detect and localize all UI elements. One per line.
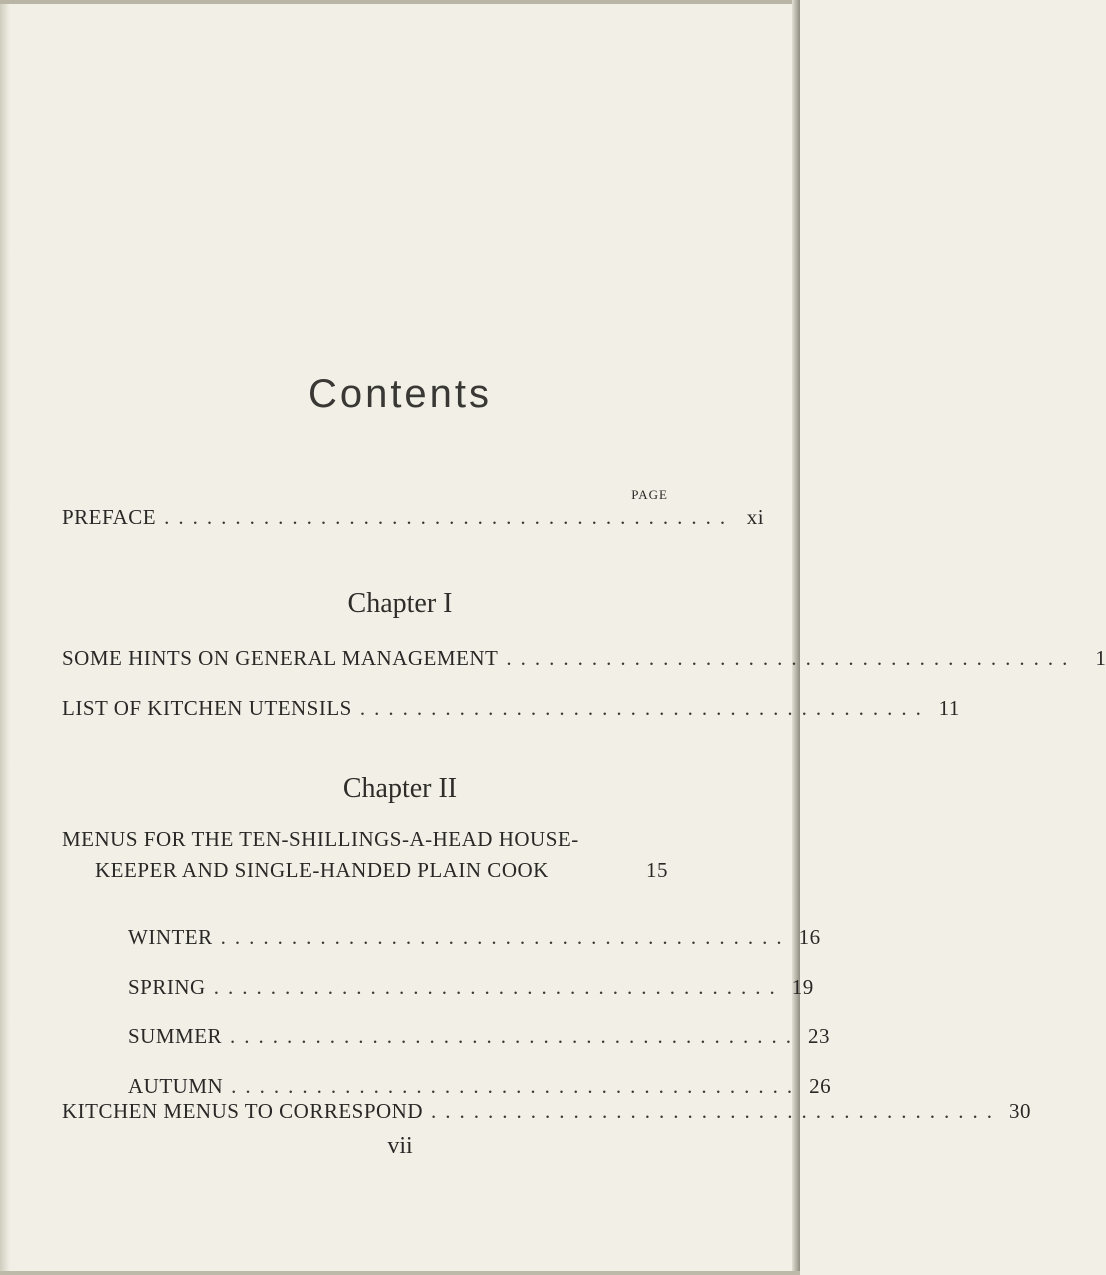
toc-entry-page: 16 <box>798 925 821 949</box>
dot-leader: ........................................ <box>506 646 1077 670</box>
dot-leader: ........................................ <box>230 1024 801 1048</box>
toc-entry-page: 19 <box>791 975 814 999</box>
page-column-label: PAGE <box>631 487 668 502</box>
toc-entry-preface[interactable] <box>62 505 765 535</box>
toc-entry-spring[interactable] <box>128 975 814 1005</box>
toc-entry-page: 30 <box>1009 1099 1032 1123</box>
toc-entry-menus-line1[interactable]: MENUS FOR THE TEN-SHILLINGS-A-HEAD HOUSE- <box>62 827 579 851</box>
toc-entry-page: 11 <box>938 696 960 720</box>
toc-entry-label: AUTUMN <box>128 1074 224 1098</box>
toc-entry-label: SOME HINTS ON GENERAL MANAGEMENT <box>62 646 499 670</box>
chapter-heading-1: Chapter I <box>347 588 453 619</box>
toc-entry-page: 23 <box>808 1024 831 1048</box>
toc-entry-general-management[interactable] <box>62 646 1106 676</box>
dot-leader: ........................................ <box>359 696 930 720</box>
dot-leader: ........................................ <box>220 925 791 949</box>
toc-entry-menus[interactable] <box>95 858 668 888</box>
toc-entry-kitchen-utensils[interactable] <box>62 696 960 726</box>
toc-entry-label: KEEPER AND SINGLE-HANDED PLAIN COOK <box>95 858 549 882</box>
toc-entry-label: SUMMER <box>128 1024 223 1048</box>
toc-entry-kitchen-menus[interactable] <box>62 1099 1032 1129</box>
dot-leader: ........................................ <box>164 505 735 529</box>
toc-entry-label: KITCHEN MENUS TO CORRESPOND <box>62 1099 424 1123</box>
page-folio: vii <box>387 1133 413 1159</box>
toc-entry-label: SPRING <box>128 975 206 999</box>
toc-entry-page: 15 <box>646 858 668 882</box>
toc-entry-label: PREFACE <box>62 505 157 529</box>
chapter-heading-2: Chapter II <box>342 773 458 804</box>
page-title: Contents <box>307 372 493 416</box>
dot-leader: ........................................ <box>431 1099 1002 1123</box>
toc-entry-label: WINTER <box>128 925 213 949</box>
page-edge-top <box>0 0 800 4</box>
toc-entry-page: 26 <box>809 1074 832 1098</box>
toc-entry-label: LIST OF KITCHEN UTENSILS <box>62 696 352 720</box>
toc-entry-page: 1 <box>1095 646 1106 670</box>
toc-entry-page: xi <box>746 505 765 529</box>
dot-leader: ........................................ <box>231 1074 802 1098</box>
toc-entry-winter[interactable] <box>128 925 821 955</box>
dot-leader: ........................................ <box>213 975 784 999</box>
toc-entry-summer[interactable] <box>128 1024 831 1054</box>
page-edge-left <box>0 0 10 1275</box>
page-edge-bottom <box>0 1271 800 1275</box>
